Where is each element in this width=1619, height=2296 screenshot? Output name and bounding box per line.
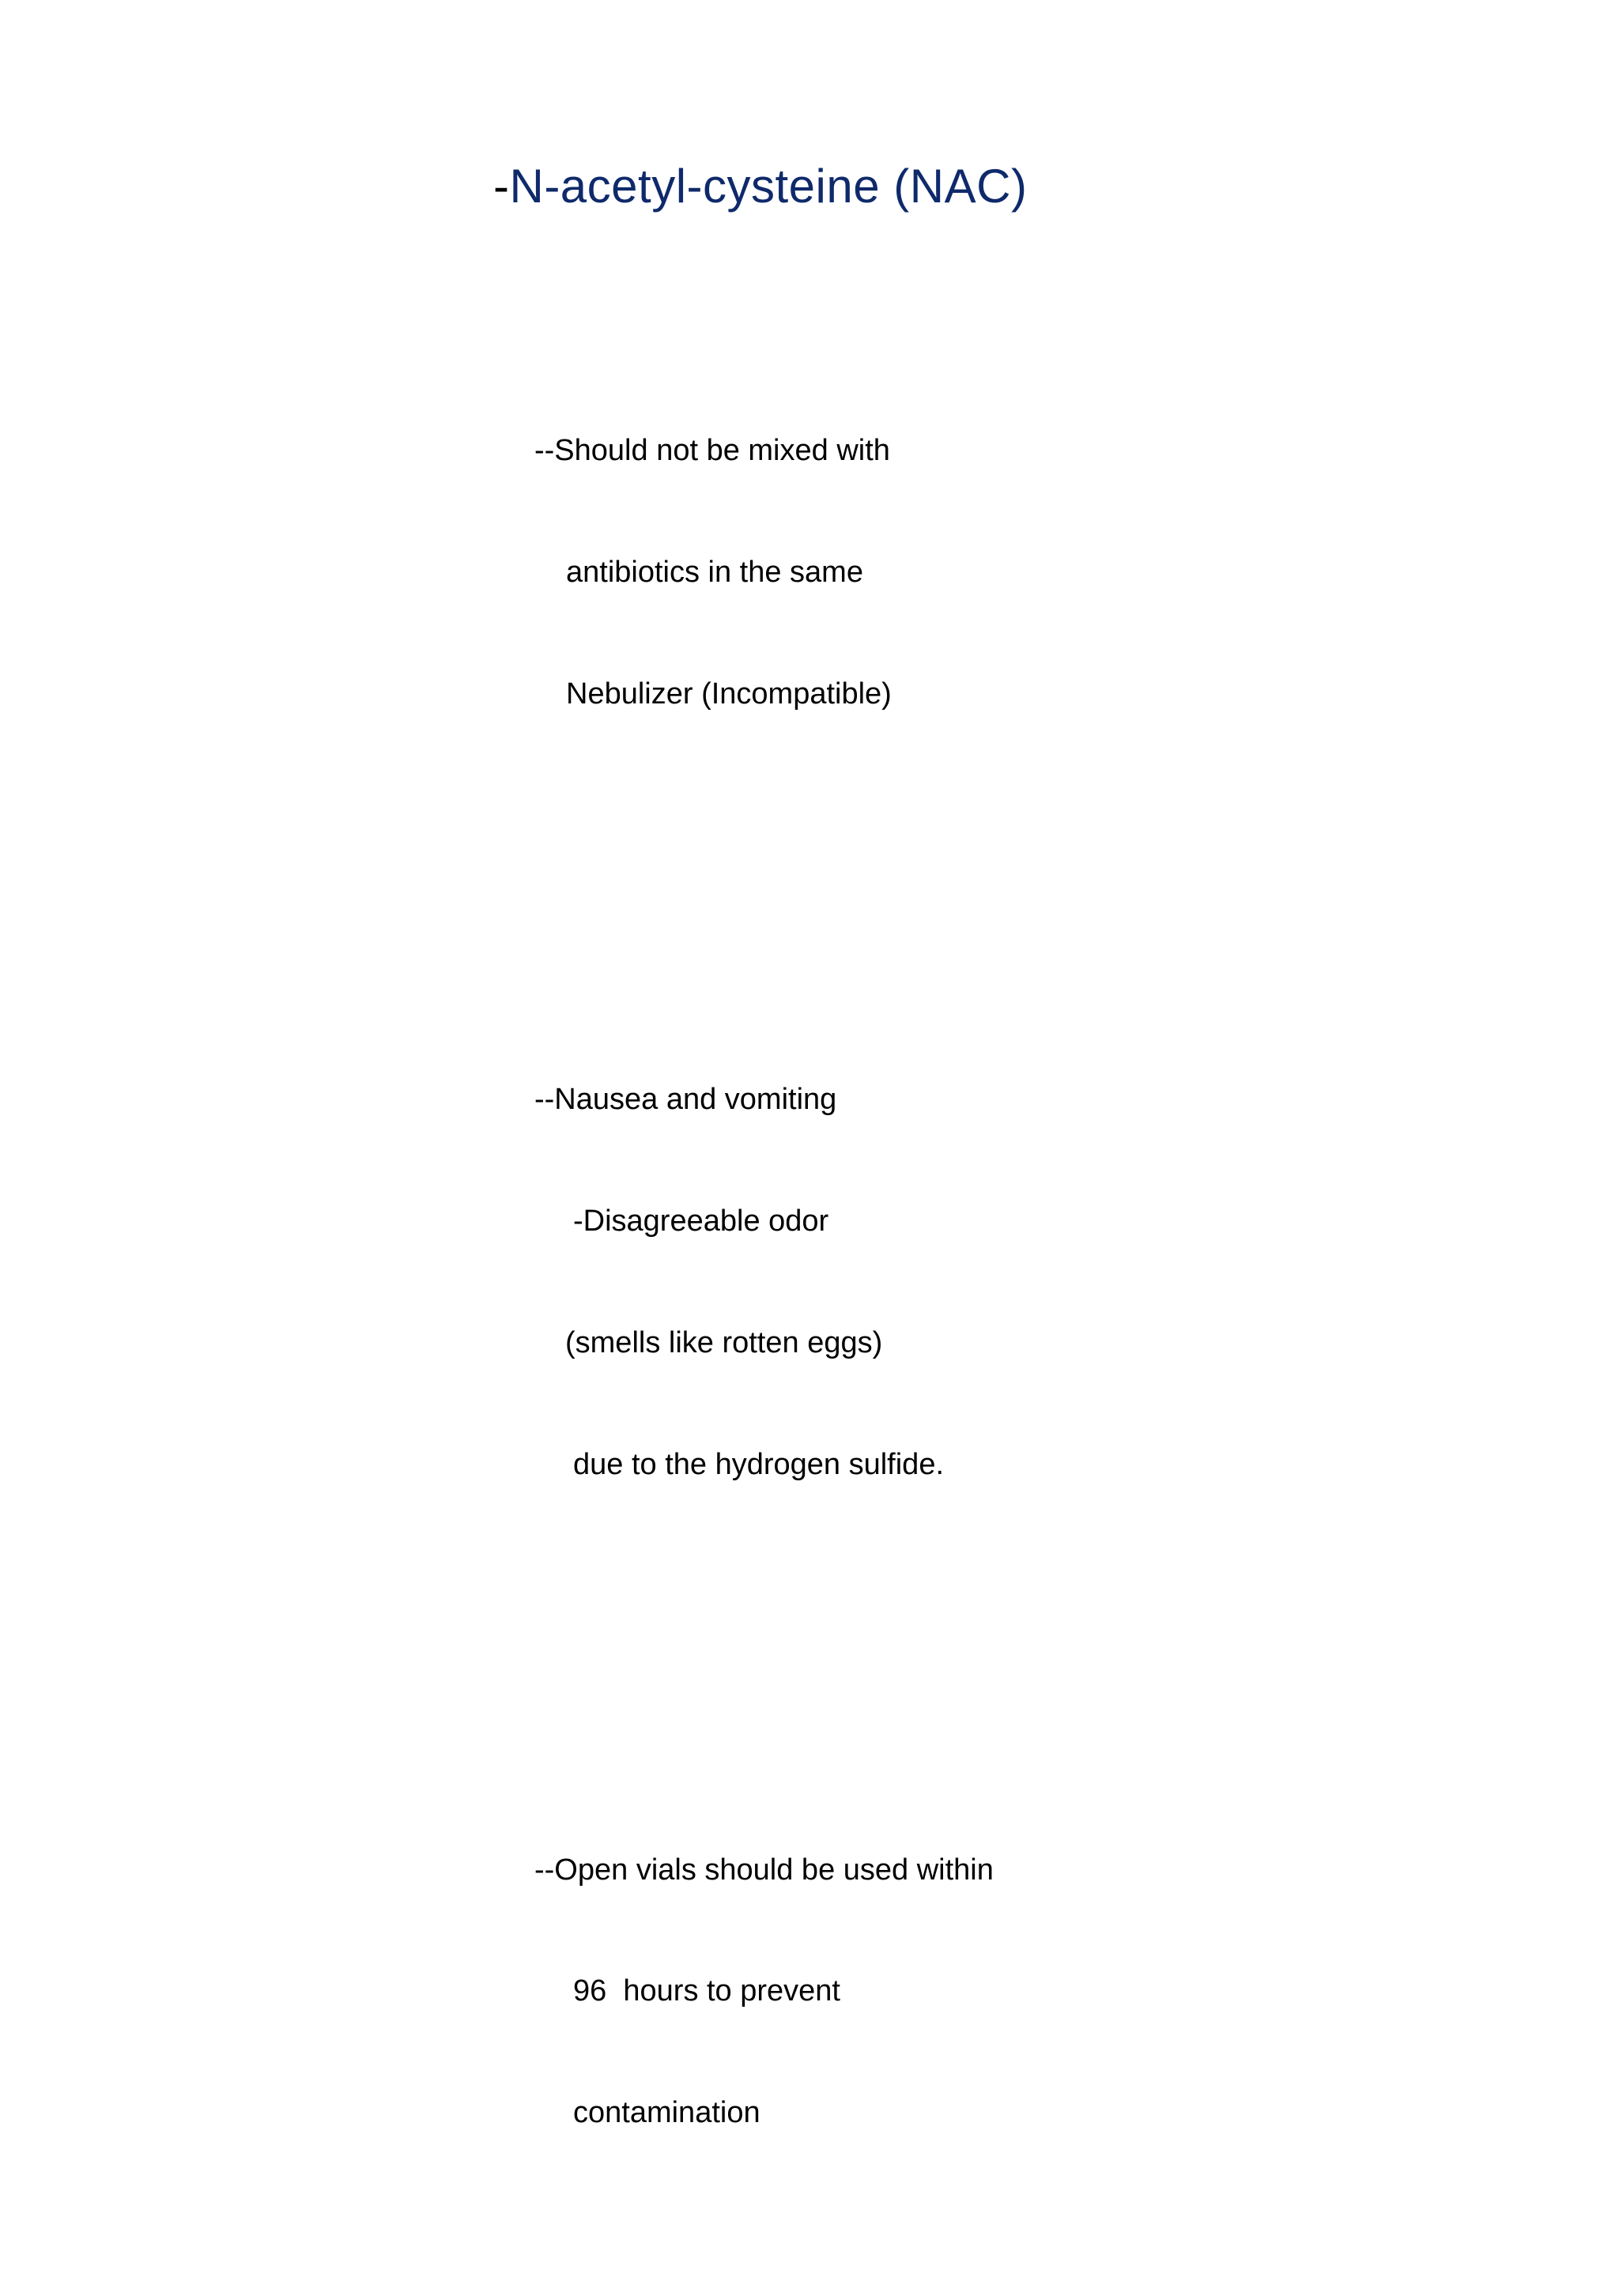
bullet-line: --Nausea and vomiting [534, 1082, 837, 1116]
bullet-group-storage [534, 1769, 994, 2215]
bullet-line: --Should not be mixed with [534, 434, 890, 468]
bullet-line: -Disagreeable odor [573, 1204, 829, 1238]
bullet-line: antibiotics in the same [566, 556, 863, 590]
bullet-line: (smells like rotten eggs) [565, 1325, 883, 1359]
bullet-group-compatibility [534, 350, 994, 796]
spacer [534, 1647, 994, 1687]
bullet-line: 96 hours to prevent [573, 1974, 840, 2008]
slide-title [493, 155, 1027, 218]
bullet-group-side-effects [534, 998, 994, 1566]
spacer [534, 877, 994, 917]
title-text: N-acetyl-cysteine (NAC) [509, 160, 1028, 213]
bullet-line: Nebulizer (Incompatible) [566, 677, 892, 711]
title-dash: - [493, 160, 510, 213]
bullet-line: contamination [573, 2096, 760, 2130]
bullet-line: --Open vials should be used within [534, 1853, 994, 1887]
slide-body [534, 269, 994, 2296]
bullet-line: due to the hydrogen sulfide. [573, 1447, 945, 1481]
